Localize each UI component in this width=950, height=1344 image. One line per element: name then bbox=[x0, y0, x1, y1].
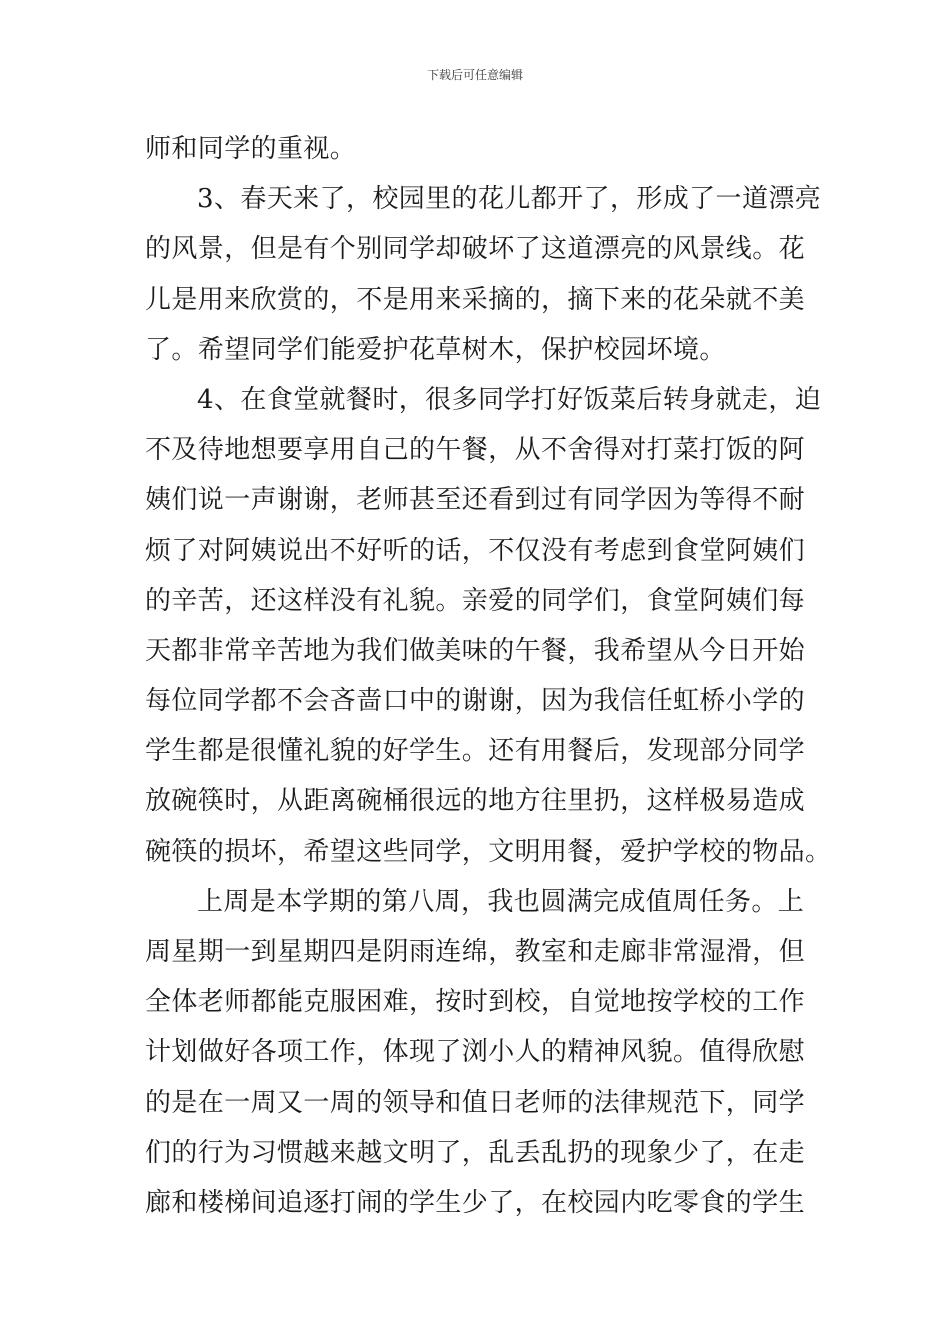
document-body bbox=[145, 124, 832, 1228]
text-line: 学生都是很懂礼貌的好学生。还有用餐后，发现部分同学 bbox=[145, 736, 806, 767]
text-line: 计划做好各项工作，体现了浏小人的精神风貌。值得欣慰 bbox=[145, 1037, 806, 1068]
page-header: 下载后可任意编辑 bbox=[426, 68, 523, 82]
text-line: 放碗筷时，从距离碗桶很远的地方往里扔，这样极易造成 bbox=[145, 786, 806, 817]
text-line: 4、在食堂就餐时，很多同学打好饭菜后转身就走，迫 bbox=[197, 384, 822, 415]
text-line: 的是在一周又一周的领导和值日老师的法律规范下，同学 bbox=[145, 1087, 806, 1118]
text-line: 们的行为习惯越来越文明了，乱丢乱扔的现象少了，在走 bbox=[145, 1137, 806, 1168]
text-line: 周星期一到星期四是阴雨连绵，教室和走廊非常湿滑，但 bbox=[145, 937, 806, 967]
text-line: 师和同学的重视。 bbox=[145, 134, 357, 164]
text-line: 3、春天来了，校园里的花儿都开了，形成了一道漂亮 bbox=[197, 184, 822, 215]
text-line: 烦了对阿姨说出不好听的话，不仅没有考虑到食堂阿姨们 bbox=[145, 535, 806, 566]
text-line: 天都非常辛苦地为我们做美味的午餐，我希望从今日开始 bbox=[145, 635, 806, 666]
text-line: 全体老师都能克服困难，按时到校，自觉地按学校的工作 bbox=[145, 987, 806, 1018]
text-line: 的辛苦，还这样没有礼貌。亲爱的同学们，食堂阿姨们每 bbox=[145, 585, 806, 616]
text-line: 姨们说一声谢谢，老师甚至还看到过有同学因为等得不耐 bbox=[145, 485, 806, 516]
text-line: 的风景，但是有个别同学却破坏了这道漂亮的风景线。花 bbox=[145, 234, 806, 265]
text-line: 碗筷的损坏，希望这些同学，文明用餐，爱护学校的物品。 bbox=[145, 836, 832, 867]
text-line: 上周是本学期的第八周，我也圆满完成值周任务。上 bbox=[197, 886, 805, 917]
text-line: 每位同学都不会吝啬口中的谢谢，因为我信任虹桥小学的 bbox=[145, 686, 806, 717]
text-line: 不及待地想要享用自己的午餐，从不舍得对打菜打饭的阿 bbox=[145, 435, 806, 466]
text-line: 儿是用来欣赏的，不是用来采摘的，摘下来的花朵就不美 bbox=[145, 284, 806, 315]
text-line: 廊和楼梯间追逐打闹的学生少了，在校园内吃零食的学生 bbox=[145, 1187, 806, 1218]
text-line: 了。希望同学们能爱护花草树木，保护校园坏境。 bbox=[145, 334, 726, 365]
